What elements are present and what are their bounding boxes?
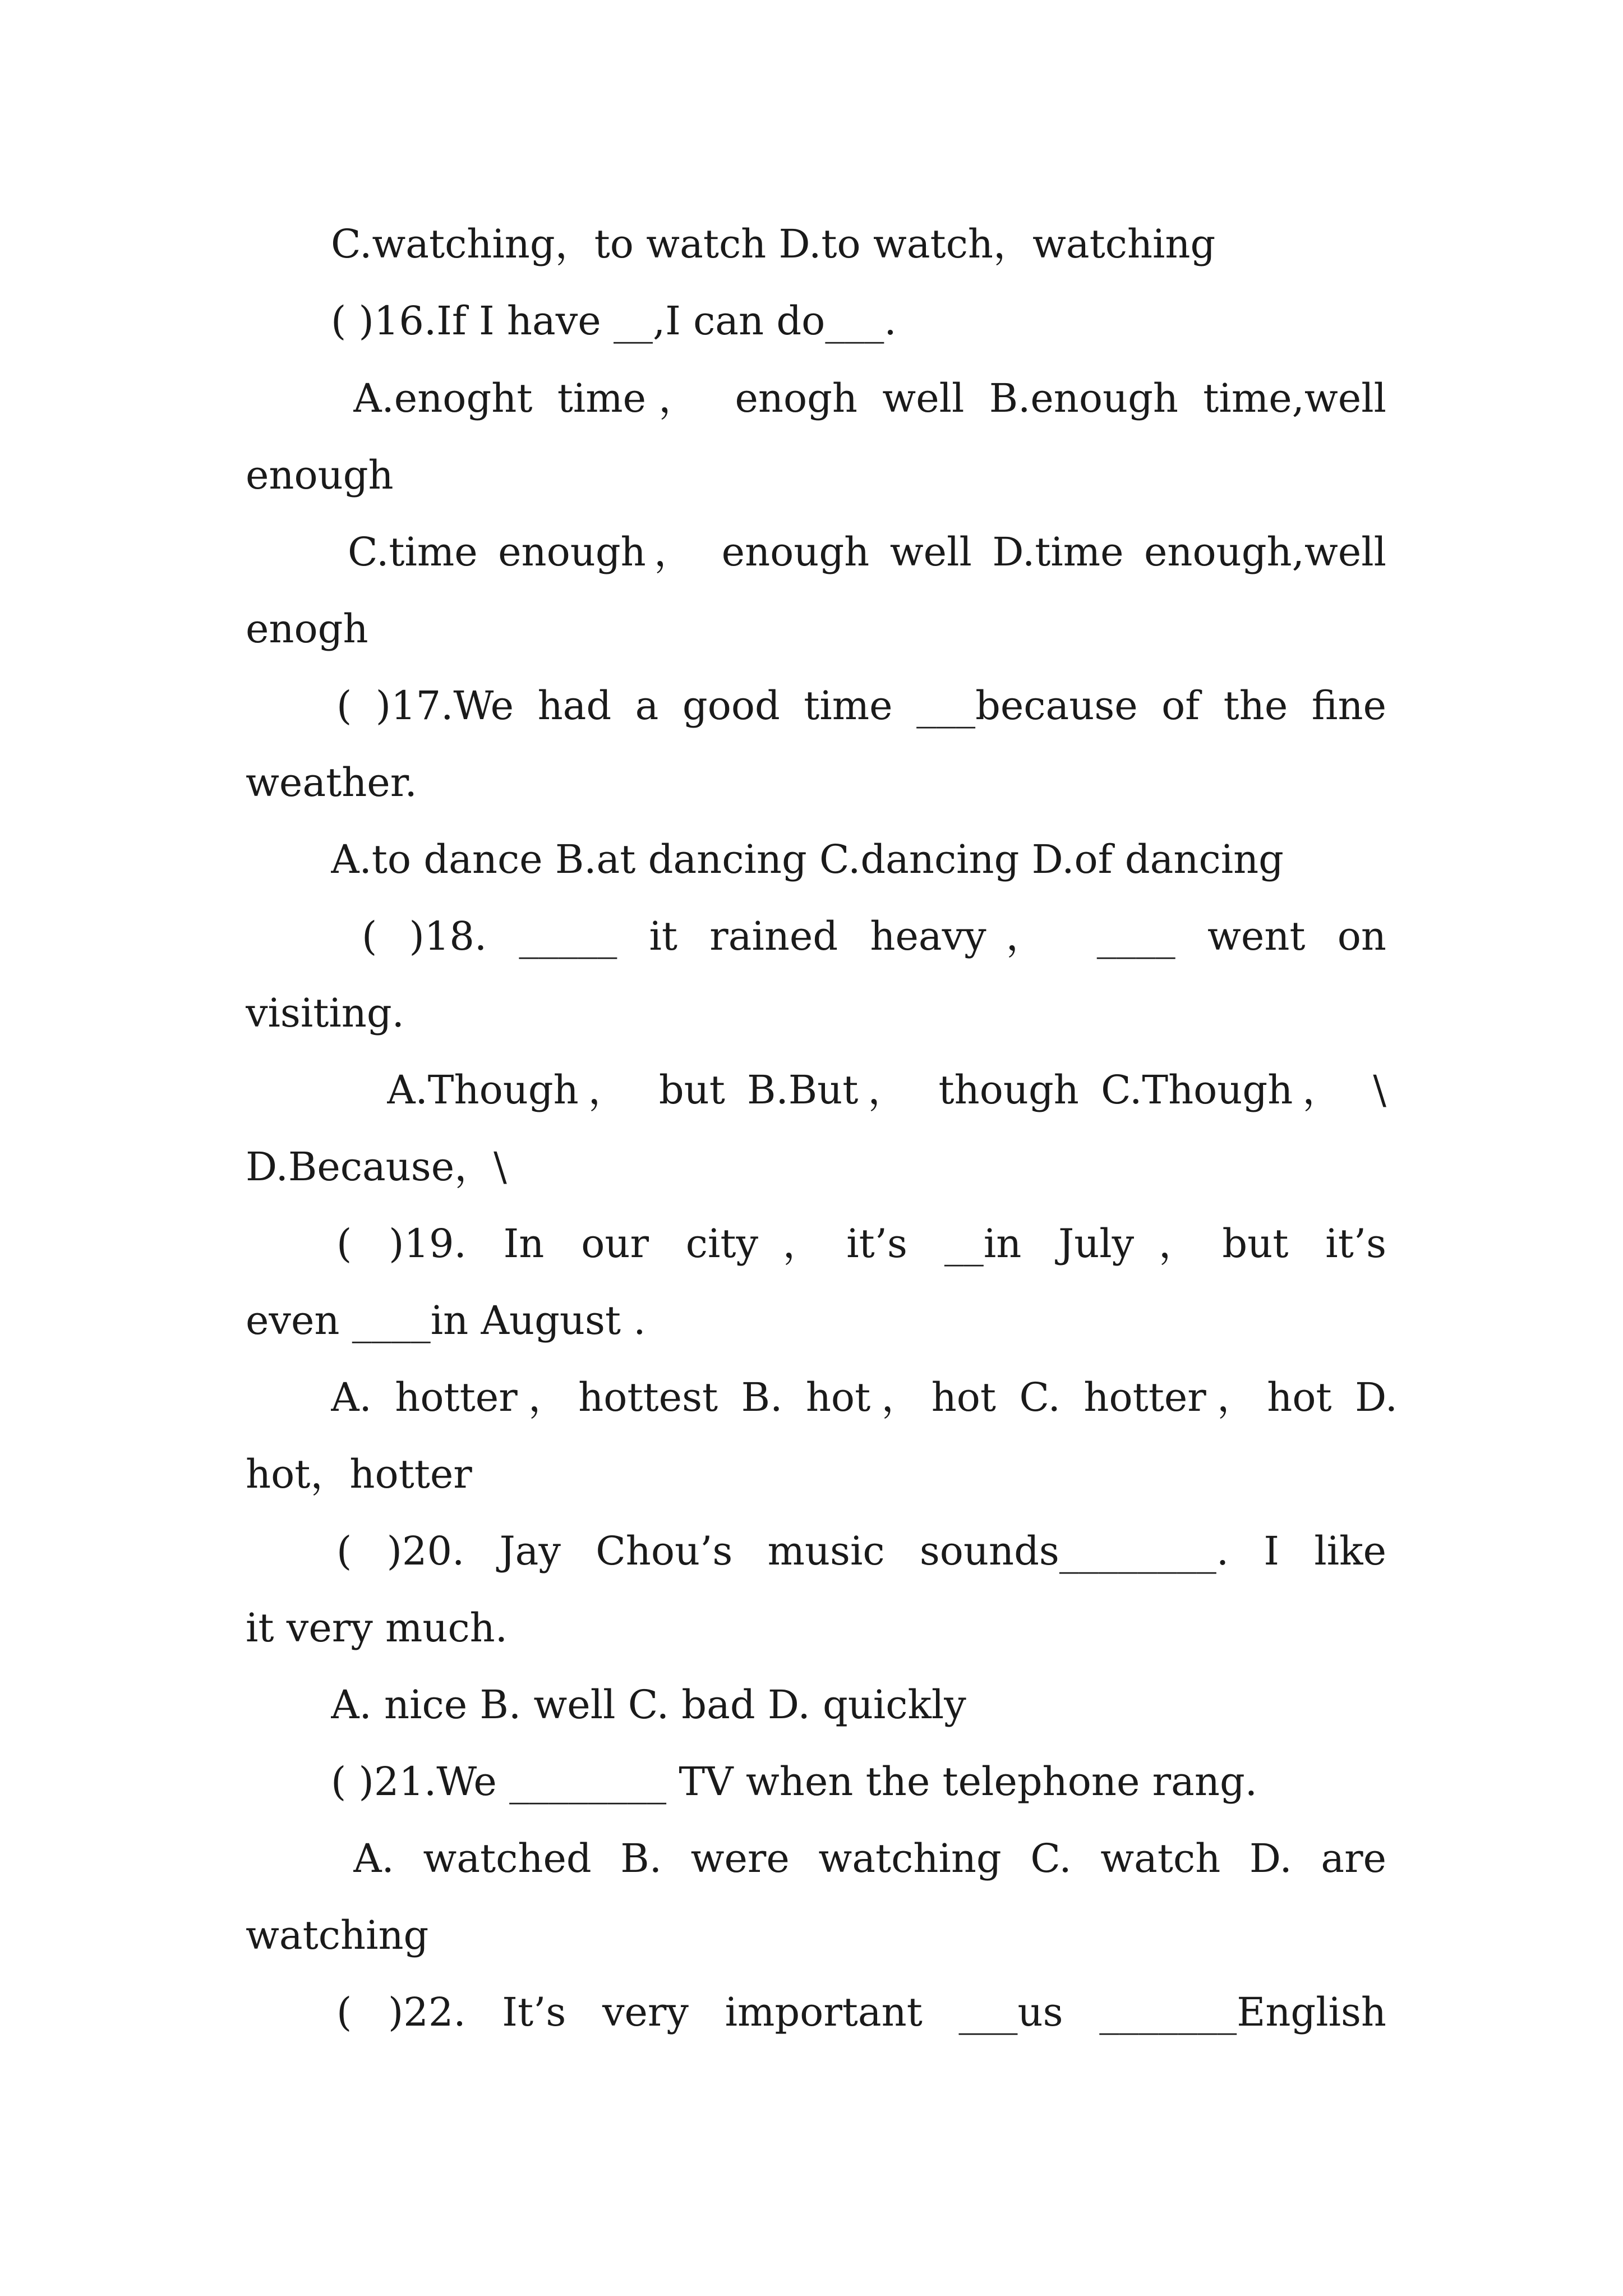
text-line: A.to dance B.at dancing C.dancing D.of dancing (331, 836, 1284, 882)
text-line: D.Because，\ (246, 1144, 507, 1190)
question-17: ( )17.We had a good time ___because of the fine (336, 683, 1386, 729)
text-line: visiting. (246, 990, 404, 1036)
text-line: it very much. (246, 1605, 508, 1651)
question-18: ( )18. _____ it rained heavy， ____ went on (362, 913, 1386, 959)
question-20: ( )20. Jay Chou’s music sounds________. I like (336, 1528, 1386, 1574)
question-21: ( )21.We ________ TV when the telephone rang. (331, 1759, 1258, 1805)
text-line: enough (246, 452, 394, 498)
text-line: A.enoght time， enogh well B.enough time,well (353, 375, 1386, 421)
text-line: A. watched B. were watching C. watch D. are (353, 1835, 1386, 1881)
text-line: hot，hotter (246, 1451, 472, 1497)
text-line: weather. (246, 760, 417, 806)
question-22: ( )22. It’s very important ___us _______English (336, 1989, 1386, 2035)
text-line: A.Though， but B.But， though C.Though， \ (387, 1067, 1386, 1113)
text-line: A. nice B. well C. bad D. quickly (331, 1682, 966, 1728)
text-line: even ____in August . (246, 1297, 646, 1343)
question-19: ( )19. In our city，it’s __in July，but it’s (336, 1221, 1386, 1267)
text-line: A. hotter，hottest B. hot，hot C. hotter，hot D. (331, 1374, 1398, 1420)
text-line: C.watching，to watch D.to watch，watching (331, 221, 1216, 267)
text-line: C.time enough， enough well D.time enough,well (348, 529, 1386, 575)
question-16: ( )16.If I have __,I can do___. (331, 298, 897, 344)
text-line: watching (246, 1912, 429, 1958)
text-line: enogh (246, 606, 368, 652)
